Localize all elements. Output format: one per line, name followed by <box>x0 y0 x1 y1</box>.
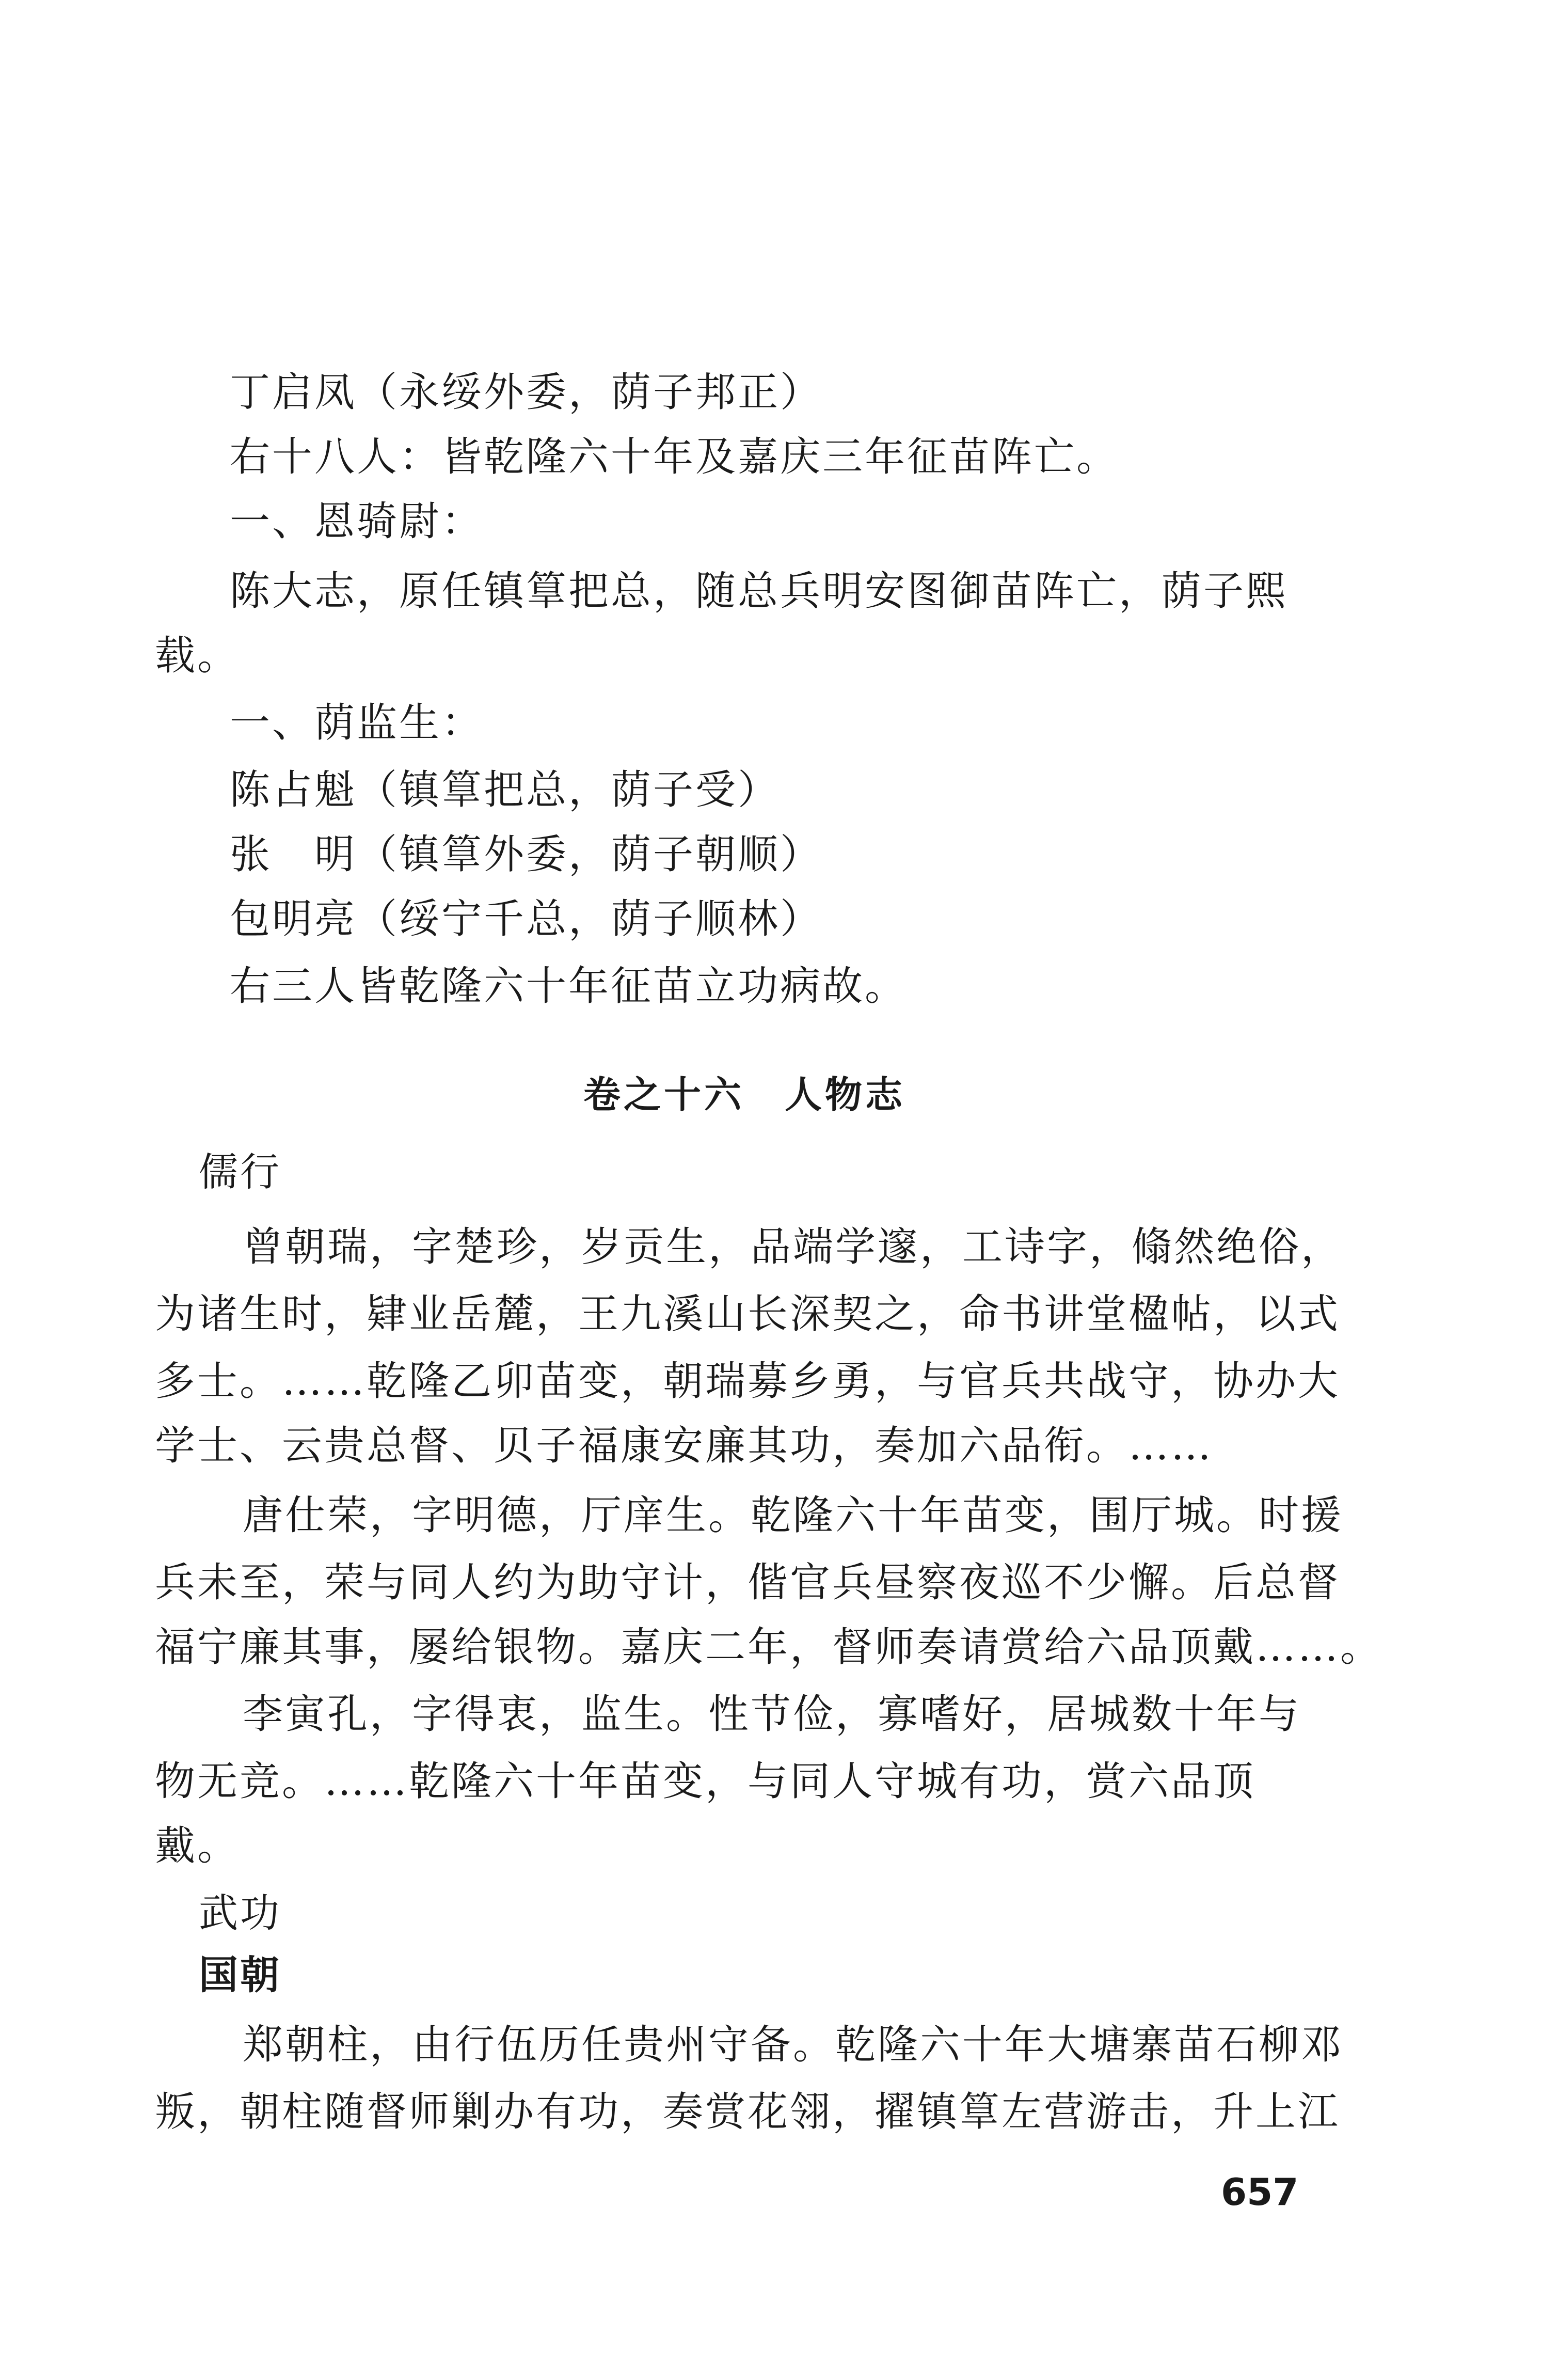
text-line: 叛，朝柱随督师剿办有功，奏赏花翎，擢镇筸左营游击，升上江 <box>155 2089 1341 2135</box>
text-line: 包明亮（绥宁千总，荫子顺林） <box>230 896 823 942</box>
text-line: 兵未至，荣与同人约为助守计，偕官兵昼察夜巡不少懈。后总督 <box>155 1559 1341 1606</box>
text-line: 一、荫监生： <box>230 700 484 746</box>
section-title: 儒行 <box>199 1149 281 1195</box>
text-line: 陈大志，原任镇筸把总，随总兵明安图御苗阵亡，荫子熙 <box>230 568 1289 614</box>
page-number: 657 <box>1221 2170 1299 2214</box>
section-subtitle: 国朝 <box>199 1952 281 1998</box>
text-line: 唐仕荣，字明德，厅庠生。乾隆六十年苗变，围厅城。时援 <box>243 1492 1344 1539</box>
text-line: 曾朝瑞，字楚珍，岁贡生，品端学邃，工诗字，翛然绝俗， <box>243 1224 1344 1270</box>
text-line: 陈占魁（镇筸把总，荫子受） <box>230 767 781 813</box>
text-line: 右三人皆乾隆六十年征苗立功病故。 <box>230 963 908 1010</box>
text-line: 丁启凤（永绥外委，荫子邦正） <box>230 369 823 416</box>
text-line: 载。 <box>155 633 240 679</box>
text-line: 学士、云贵总督、贝子福康安廉其功，奏加六品衔。…… <box>155 1423 1214 1469</box>
text-line: 为诸生时，肄业岳麓，王九溪山长深契之，命书讲堂楹帖，以式 <box>155 1291 1341 1337</box>
text-line: 右十八人：皆乾隆六十年及嘉庆三年征苗阵亡。 <box>230 434 1119 480</box>
text-line: 福宁廉其事，屡给银物。嘉庆二年，督师奏请赏给六品顶戴……。 <box>155 1624 1383 1670</box>
text-line: 物无竞。……乾隆六十年苗变，与同人守城有功，赏六品顶 <box>155 1758 1256 1805</box>
section-title: 武功 <box>199 1890 281 1936</box>
text-line: 郑朝柱，由行伍历任贵州守备。乾隆六十年大塘寨苗石柳邓 <box>243 2022 1344 2068</box>
chapter-heading: 卷之十六 人物志 <box>583 1073 906 1116</box>
text-line: 一、恩骑尉： <box>230 498 484 545</box>
text-line: 李寅孔，字得衷，监生。性节俭，寡嗜好，居城数十年与 <box>243 1691 1301 1738</box>
text-line: 多士。……乾隆乙卯苗变，朝瑞募乡勇，与官兵共战守，协办大 <box>155 1358 1341 1405</box>
text-line: 张 明（镇筸外委，荫子朝顺） <box>230 831 823 878</box>
text-line: 戴。 <box>155 1823 240 1869</box>
